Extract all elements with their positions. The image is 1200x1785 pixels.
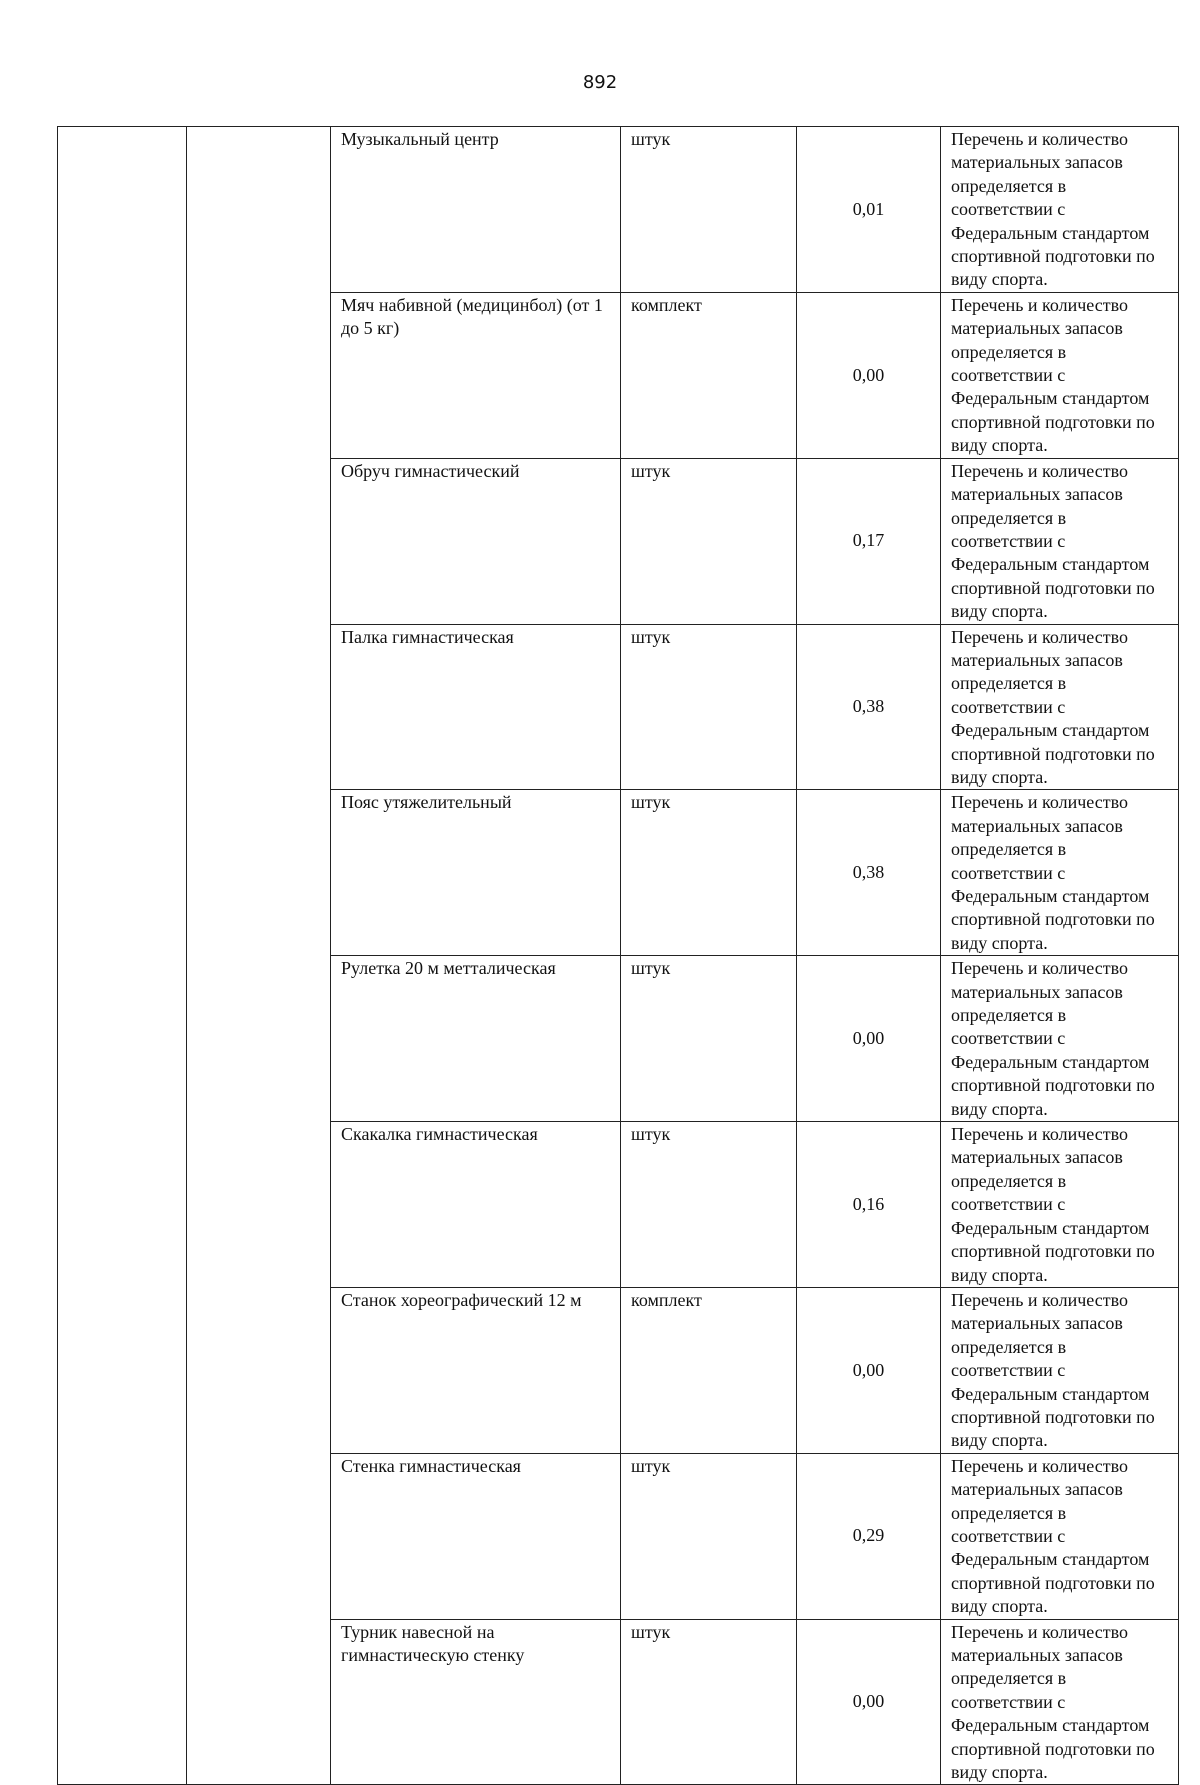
item-name-cell <box>331 458 621 624</box>
quantity-value: 0,00 <box>852 364 885 385</box>
note-cell <box>941 127 1179 293</box>
quantity-cell <box>797 292 941 458</box>
note-cell <box>941 790 1179 956</box>
unit-of-measure: штук <box>631 792 671 813</box>
note-cell <box>941 292 1179 458</box>
item-name-cell <box>331 127 621 293</box>
note-text: Перечень и количество материальных запасов определяется в соответствии с Федеральным стандартом спортивной подготовки по виду спорта. <box>951 792 1155 953</box>
item-name-cell <box>331 790 621 956</box>
quantity-cell <box>797 624 941 790</box>
item-name-cell <box>331 624 621 790</box>
item-name-cell <box>331 1287 621 1453</box>
note-text: Перечень и количество материальных запасов определяется в соответствии с Федеральным стандартом спортивной подготовки по виду спорта. <box>951 294 1155 456</box>
quantity-value: 0,00 <box>852 1691 885 1712</box>
note-text: Перечень и количество материальных запасов определяется в соответствии с Федеральным стандартом спортивной подготовки по виду спорта. <box>951 1289 1155 1451</box>
unit-of-measure: штук <box>631 460 671 481</box>
unit-of-measure: штук <box>631 958 671 979</box>
merged-blank-cell <box>187 127 331 1785</box>
item-name: Мяч набивной (медицинбол) (от 1 до 5 кг) <box>341 294 603 339</box>
item-name-cell <box>331 292 621 458</box>
unit-of-measure: штук <box>631 1455 671 1476</box>
item-name: Турник навесной на гимнастическую стенку <box>341 1621 525 1665</box>
quantity-value: 0,00 <box>852 1359 885 1380</box>
note-text: Перечень и количество материальных запасов определяется в соответствии с Федеральным стандартом спортивной подготовки по виду спорта. <box>951 460 1155 622</box>
unit-of-measure: штук <box>631 129 671 149</box>
item-name-cell <box>331 1122 621 1288</box>
unit-cell <box>621 624 797 790</box>
unit-cell <box>621 1122 797 1288</box>
note-cell <box>941 956 1179 1122</box>
quantity-cell <box>797 1619 941 1785</box>
quantity-value: 0,16 <box>852 1193 885 1214</box>
item-name-cell <box>331 1453 621 1619</box>
quantity-cell <box>797 127 941 293</box>
quantity-value: 0,38 <box>852 862 885 883</box>
unit-cell <box>621 956 797 1122</box>
note-text: Перечень и количество материальных запасов определяется в соответствии с Федеральным стандартом спортивной подготовки по виду спорта. <box>951 626 1155 787</box>
item-name: Палка гимнастическая <box>341 626 514 647</box>
unit-cell <box>621 1287 797 1453</box>
unit-cell <box>621 790 797 956</box>
unit-cell <box>621 458 797 624</box>
merged-blank-cell <box>58 127 187 1785</box>
item-name: Пояс утяжелительный <box>341 792 512 813</box>
item-name-cell <box>331 1619 621 1785</box>
note-text: Перечень и количество материальных запасов определяется в соответствии с Федеральным стандартом спортивной подготовки по виду спорта. <box>951 958 1155 1119</box>
unit-of-measure: штук <box>631 1621 671 1642</box>
quantity-value: 0,38 <box>852 696 885 717</box>
item-name: Музыкальный центр <box>341 129 499 149</box>
quantity-cell <box>797 956 941 1122</box>
unit-cell <box>621 292 797 458</box>
note-text: Перечень и количество материальных запасов определяется в соответствии с Федеральным стандартом спортивной подготовки по виду спорта. <box>951 1124 1155 1285</box>
item-name: Стенка гимнастическая <box>341 1455 521 1476</box>
note-text: Перечень и количество материальных запасов определяется в соответствии с Федеральным стандартом спортивной подготовки по виду спорта. <box>951 129 1155 290</box>
item-name-cell <box>331 956 621 1122</box>
unit-cell <box>621 1619 797 1785</box>
page-number: 892 <box>582 72 618 93</box>
quantity-cell <box>797 1287 941 1453</box>
note-cell <box>941 458 1179 624</box>
quantity-value: 0,01 <box>852 198 885 219</box>
quantity-value: 0,17 <box>852 530 885 551</box>
unit-cell <box>621 127 797 293</box>
unit-of-measure: комплект <box>631 1289 702 1310</box>
note-text: Перечень и количество материальных запасов определяется в соответствии с Федеральным стандартом спортивной подготовки по виду спорта. <box>951 1455 1155 1617</box>
unit-of-measure: комплект <box>631 294 702 315</box>
quantity-cell <box>797 790 941 956</box>
unit-of-measure: штук <box>631 1124 671 1145</box>
item-name: Станок хореографический 12 м <box>341 1289 582 1310</box>
quantity-cell <box>797 1453 941 1619</box>
item-name: Скакалка гимнастическая <box>341 1124 538 1145</box>
note-cell <box>941 624 1179 790</box>
note-cell <box>941 1619 1179 1785</box>
item-name: Рулетка 20 м метталическая <box>341 958 556 979</box>
item-name: Обруч гимнастический <box>341 460 520 481</box>
unit-of-measure: штук <box>631 626 671 647</box>
table-row <box>58 127 1179 293</box>
note-cell <box>941 1122 1179 1288</box>
note-cell <box>941 1287 1179 1453</box>
unit-cell <box>621 1453 797 1619</box>
quantity-value: 0,00 <box>852 1027 885 1048</box>
note-text: Перечень и количество материальных запасов определяется в соответствии с Федеральным стандартом спортивной подготовки по виду спорта. <box>951 1621 1155 1783</box>
quantity-cell <box>797 458 941 624</box>
equipment-table <box>57 126 1179 1785</box>
quantity-value: 0,29 <box>852 1525 885 1546</box>
quantity-cell <box>797 1122 941 1288</box>
note-cell <box>941 1453 1179 1619</box>
